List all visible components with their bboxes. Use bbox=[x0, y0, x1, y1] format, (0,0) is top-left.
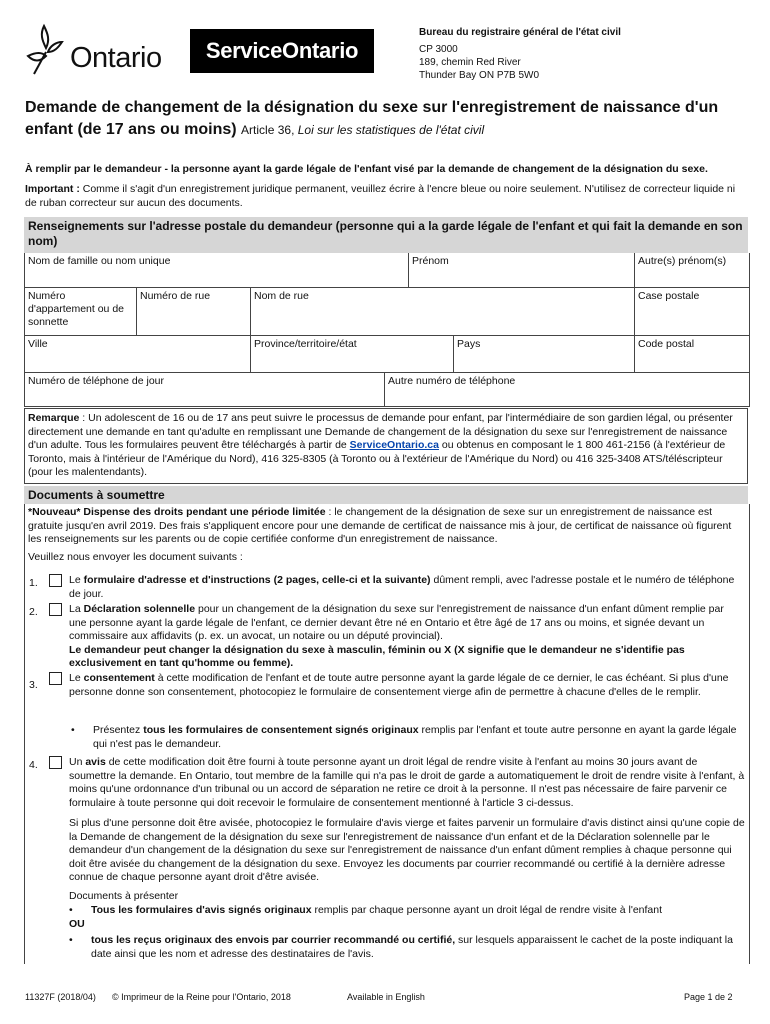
remark-text-2: ou obtenus en composant le 1 800 461-2156 (à l'extérieur de Toronto, mais à l'intérieur de l'Amérique du Nord), 416 325-8305 (à Toronto ou à l'extérieur de l'Amérique du Nord) ou 416 325-3408 ATS/téléscripteur (pour les malentendants). bbox=[28, 439, 726, 478]
other-phone-field[interactable] bbox=[385, 373, 749, 407]
title-main: Demande de changement de la désignation du sexe sur l'enregistrement de naissance d'un enfant (de 17 ans ou moins) bbox=[25, 99, 719, 138]
po-box-field[interactable] bbox=[635, 288, 749, 336]
item-number: 3. bbox=[29, 679, 38, 691]
send-intro: Veuillez nous envoyer les document suivants : bbox=[28, 551, 243, 563]
street-name-label: Nom de rue bbox=[254, 290, 309, 302]
item-3-text bbox=[69, 672, 743, 699]
important-note bbox=[25, 183, 745, 210]
doc-1-body: remplis par chaque personne ayant un droit légal de rendre visite à l'enfant bbox=[311, 904, 663, 916]
item-3-checkbox[interactable] bbox=[49, 672, 62, 685]
applicant-section-heading: Renseignements sur l'adresse postale du demandeur (personne qui a la garde légale de l'enfant et qui fait la demande en son nom) bbox=[24, 217, 748, 253]
province-field[interactable] bbox=[251, 336, 454, 373]
item-prefix: Le bbox=[69, 672, 84, 684]
remark-label: Remarque bbox=[28, 412, 80, 424]
documents-section-heading: Documents à soumettre bbox=[24, 486, 748, 504]
doc-2-body: sur lesquels apparaissent le cachet de la poste indiquant la date ainsi que les nom et adresse des destinataires de l'avis. bbox=[91, 934, 733, 960]
item-body: de cette modification doit être fourni à toute personne ayant un droit légal de rendre visite à l'enfant au moins 30 jours avant de soumettre la demande. En Ontario, tout membre de la famille qui n'a pas le droit de garde a automatiquement le droit de rendre visite à l'enfant, à moins qu'une ordonnance d'un tribunal ou un accord de séparation ne retire ce droit à la personne. Il n'est pas nécessaire de faire parvenir ce formulaire à toute personne qui doit recevoir le formulaire de consentement mentionné à l'article 3 ci-dessus. bbox=[69, 756, 745, 809]
documents-section bbox=[24, 504, 750, 964]
item-1-text bbox=[69, 574, 743, 601]
bullet: • bbox=[69, 904, 73, 916]
item-3-bullet bbox=[93, 724, 743, 751]
apartment-label: Numéro d'appartement ou de sonnette bbox=[28, 290, 124, 328]
page-number: Page 1 de 2 bbox=[684, 992, 733, 1002]
doc-1-bold: Tous les formulaires d'avis signés originaux bbox=[91, 904, 312, 916]
item-4-text bbox=[69, 756, 745, 810]
item-2-note: Le demandeur peut changer la désignation du sexe à masculin, féminin ou X (X signifie que le demandeur ne s'identifie pas exclusivement en tant qu'homme ou femme). bbox=[69, 643, 685, 669]
item-bold: formulaire d'adresse et d'instructions (2 pages, celle-ci et la suivante) bbox=[83, 574, 431, 586]
address-line: 189, chemin Red River bbox=[419, 57, 521, 68]
item-body: pour un changement de la désignation du sexe sur l'enregistrement de naissance d'un enfant dûment remplie par une personne ayant la garde légale de l'enfant, ce dernier devant être né en Ontario et être âgé de 17 ans ou moins, et signée devant un commissaire aux affidavits (p. ex. un avocat, un notaire ou un député provincial). bbox=[69, 603, 724, 642]
address-line: Thunder Bay ON P7B 5W0 bbox=[419, 70, 540, 81]
first-name-field[interactable] bbox=[409, 253, 635, 288]
remark-text-1: : Un adolescent de 16 ou de 17 ans peut suivre le processus de demande pour enfant, par l'intermédiaire de son gardien légal, ou présenter directement une demande en tant qu'adulte en remplissant une Demande de changement de la désignation du sexe sur l'enregistrement de naissance d'un adulte. Tous les formulaires peuvent être téléchargés à partir de bbox=[28, 412, 733, 451]
other-names-label: Autre(s) prénom(s) bbox=[638, 255, 727, 267]
title-article bbox=[241, 123, 484, 137]
item-prefix: Le bbox=[69, 574, 84, 586]
item-4-para2: Si plus d'une personne doit être avisée, photocopiez le formulaire d'avis vierge et faites parvenir un formulaire d'avis distinct ainsi qu'une copie de la Demande de changement de la désignation du sexe sur l'enregistrement de naissance d'un enfant et de la Déclaration solennelle par le demandeur d'un changement de la désignation du sexe sur l'enregistrement de naissance d'un enfant dûment remplies à chaque personne qui doit être avisée du changement de la désignation du sexe. Envoyez les documents par courrier recommandé ou certifié à la dernière adresse connue de chaque personne ayant droit d'être avisée. bbox=[69, 817, 745, 883]
item-prefix: Un bbox=[69, 756, 86, 768]
bullet-prefix: Présentez bbox=[93, 724, 144, 736]
country-label: Pays bbox=[457, 338, 481, 350]
street-number-label: Numéro de rue bbox=[140, 290, 211, 302]
item-2-checkbox[interactable] bbox=[49, 603, 62, 616]
remark-box bbox=[24, 408, 748, 484]
ontario-wordmark: Ontario bbox=[70, 42, 162, 74]
day-phone-field[interactable] bbox=[25, 373, 385, 407]
bullet: • bbox=[69, 934, 73, 946]
apartment-field[interactable] bbox=[25, 288, 137, 336]
item-number: 1. bbox=[29, 577, 38, 589]
day-phone-label: Numéro de téléphone de jour bbox=[28, 375, 165, 387]
province-label: Province/territoire/état bbox=[254, 338, 357, 350]
item-bold: consentement bbox=[83, 672, 155, 684]
office-address bbox=[419, 26, 621, 82]
fee-waiver-text: : le changement de la désignation de sexe sur un enregistrement de naissance est gratuite jusqu'en avril 2019. Des frais s'appliquent encore pour une demande de certificat de naissance mis à jour, de certificat de naissance où figurent les renseignements sur les parents ou de copie certifiée conforme d'un enregistrement de naissance. bbox=[28, 506, 732, 545]
important-text: Comme il s'agit d'un enregistrement juridique permanent, veuillez écrire à l'encre bleue ou noire seulement. N'utilisez de correcteur liquide ni de ruban correcteur sur aucun des documents. bbox=[25, 183, 736, 209]
bullet-bold: tous les formulaires de consentement signés originaux bbox=[143, 724, 419, 736]
service-ontario-link[interactable]: ServiceOntario.ca bbox=[349, 439, 439, 451]
ontario-logo bbox=[22, 22, 170, 78]
docs-to-present-label: Documents à présenter bbox=[69, 890, 179, 902]
trillium-icon bbox=[22, 22, 70, 78]
last-name-label: Nom de famille ou nom unique bbox=[28, 255, 171, 267]
or-label: OU bbox=[69, 918, 85, 930]
other-names-field[interactable] bbox=[635, 253, 749, 288]
bullet: • bbox=[71, 724, 75, 736]
country-field[interactable] bbox=[454, 336, 635, 373]
item-1-checkbox[interactable] bbox=[49, 574, 62, 587]
fee-waiver-label: *Nouveau* Dispense des droits pendant une période limitée bbox=[28, 506, 326, 518]
law-name: Loi sur les statistiques de l'état civil bbox=[297, 123, 485, 137]
street-number-field[interactable] bbox=[137, 288, 251, 336]
fee-waiver-note bbox=[28, 506, 744, 547]
item-2-text bbox=[69, 603, 743, 671]
doc-2-bold: tous les reçus originaux des envois par courrier recommandé ou certifié, bbox=[91, 934, 456, 946]
item-body: dûment rempli, avec l'adresse postale et le numéro de téléphone de jour. bbox=[69, 574, 735, 600]
item-prefix: La bbox=[69, 603, 84, 615]
fill-instruction: À remplir par le demandeur - la personne ayant la garde légale de l'enfant visé par la demande de changement de la désignation du sexe. bbox=[25, 163, 708, 175]
city-label: Ville bbox=[28, 338, 48, 350]
service-ontario-logo: ServiceOntario bbox=[190, 29, 374, 73]
copyright: © Imprimeur de la Reine pour l'Ontario, 2018 bbox=[112, 992, 291, 1002]
applicant-address-grid bbox=[24, 253, 750, 407]
item-number: 4. bbox=[29, 759, 38, 771]
english-note: Available in English bbox=[347, 992, 425, 1002]
form-number: 11327F (2018/04) bbox=[25, 992, 96, 1002]
article-number: Article 36, bbox=[241, 123, 295, 137]
doc-2 bbox=[91, 934, 745, 961]
office-name: Bureau du registraire général de l'état civil bbox=[419, 27, 621, 38]
doc-1 bbox=[91, 904, 745, 918]
po-box-label: Case postale bbox=[638, 290, 700, 302]
city-field[interactable] bbox=[25, 336, 251, 373]
first-name-label: Prénom bbox=[412, 255, 449, 267]
street-name-field[interactable] bbox=[251, 288, 635, 336]
postal-code-field[interactable] bbox=[635, 336, 749, 373]
bullet-body: remplis par l'enfant et toute autre personne en ayant la garde légale qui n'est pas le demandeur. bbox=[93, 724, 737, 750]
item-number: 2. bbox=[29, 606, 38, 618]
postal-code-label: Code postal bbox=[638, 338, 695, 350]
item-4-checkbox[interactable] bbox=[49, 756, 62, 769]
item-bold: Déclaration solennelle bbox=[83, 603, 196, 615]
address-line: CP 3000 bbox=[419, 44, 458, 55]
important-label: Important : bbox=[25, 183, 80, 195]
page-title bbox=[25, 97, 750, 141]
other-phone-label: Autre numéro de téléphone bbox=[388, 375, 516, 387]
item-body: à cette modification de l'enfant et de toute autre personne ayant la garde légale de ce dernier, le cas échéant. Si plus d'une personne donne son consentement, photocopiez le formulaire de consentement vierge afin de permettre à chacune d'elles de le remplir. bbox=[69, 672, 729, 698]
item-bold: avis bbox=[85, 756, 106, 768]
last-name-field[interactable] bbox=[25, 253, 409, 288]
